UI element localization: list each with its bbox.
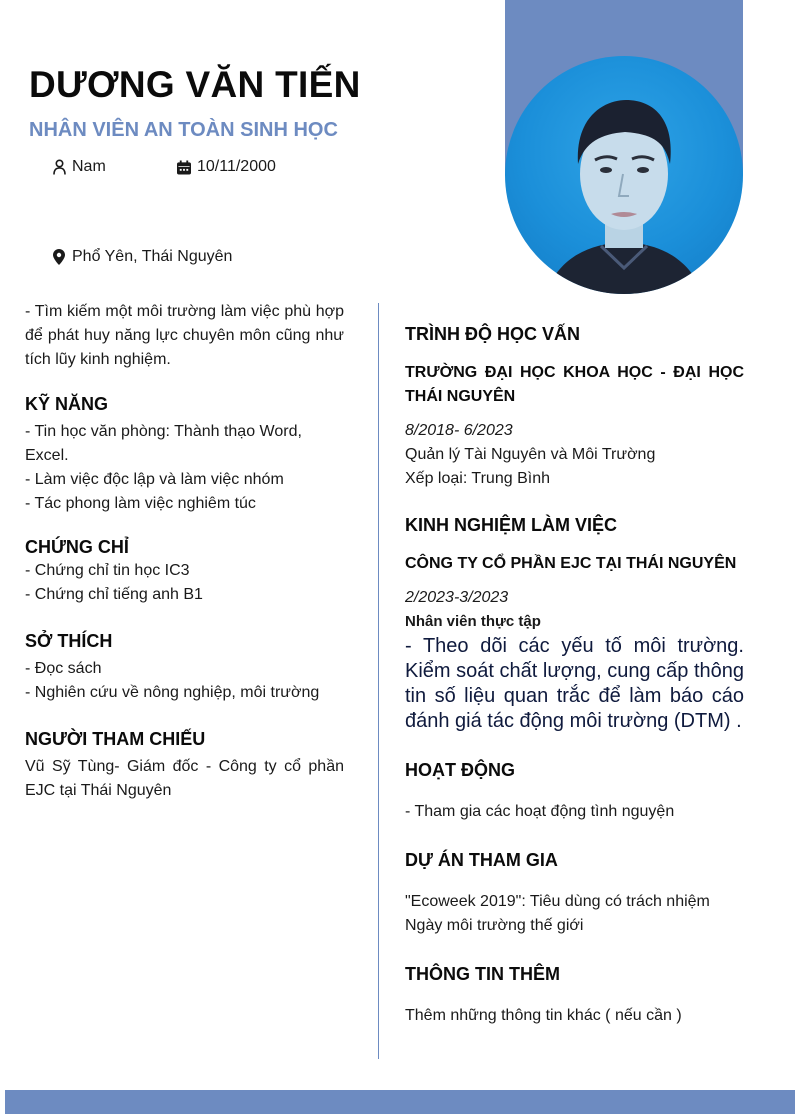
hobby-item: - Đọc sách (25, 660, 102, 677)
certificate-item: - Chứng chỉ tin học IC3 (25, 562, 190, 579)
extra-info-text: Thêm những thông tin khác ( nếu cần ) (405, 1007, 682, 1024)
skill-item: - Làm việc độc lập và làm việc nhóm (25, 471, 284, 488)
reference-text: Vũ Sỹ Tùng- Giám đốc - Công ty cổ phần EJC tại Thái Nguyên (25, 758, 344, 799)
school-name: TRƯỜNG ĐẠI HỌC KHOA HỌC - ĐẠI HỌC THÁI NGUYÊN (405, 364, 744, 405)
skills-section (25, 392, 344, 516)
experience-heading: KINH NGHIỆM LÀM VIỆC (405, 515, 618, 535)
extra-info-section (405, 962, 744, 1028)
footer-accent-bar (5, 1090, 795, 1114)
user-icon (52, 159, 66, 175)
job-title: NHÂN VIÊN AN TOÀN SINH HỌC (29, 119, 338, 141)
candidate-name: DƯƠNG VĂN TIẾN (29, 64, 361, 105)
certificates-heading: CHỨNG CHỈ (25, 537, 129, 557)
gender-info (52, 158, 106, 176)
portrait-illustration (505, 56, 743, 294)
right-column (405, 322, 744, 1028)
map-pin-icon (52, 249, 66, 265)
experience-section (405, 513, 744, 734)
left-column (25, 300, 344, 803)
education-section (405, 322, 744, 491)
hobby-item: - Nghiên cứu về nông nghiệp, môi trường (25, 684, 320, 701)
experience-position: Nhân viên thực tập (405, 613, 541, 630)
experience-description: - Theo dõi các yếu tố môi trường. Kiểm soát chất lượng, cung cấp thông tin số liệu quan trắc để làm báo cáo đánh giá tác động môi trường (DTM) . (405, 635, 744, 732)
dob-value: 10/11/2000 (197, 158, 276, 175)
address-info (52, 248, 232, 266)
skill-item: - Tin học văn phòng: Thành thạo Word, Excel. (25, 423, 302, 464)
project-item: Ngày môi trường thế giới (405, 917, 584, 934)
column-divider (378, 303, 379, 1059)
extra-info-heading: THÔNG TIN THÊM (405, 964, 560, 984)
references-section (25, 727, 344, 803)
projects-section (405, 848, 744, 938)
address-value: Phổ Yên, Thái Nguyên (72, 248, 233, 265)
career-objective: - Tìm kiếm một môi trường làm việc phù hợp để phát huy năng lực chuyên môn cũng như tích lũy kinh nghiệm. (25, 303, 344, 368)
dob-info (177, 158, 276, 176)
gender-value: Nam (72, 158, 106, 175)
skills-heading: KỸ NĂNG (25, 394, 109, 414)
certificates-section (25, 535, 344, 607)
skill-item: - Tác phong làm việc nghiêm túc (25, 495, 256, 512)
hobbies-section (25, 629, 344, 705)
education-heading: TRÌNH ĐỘ HỌC VẤN (405, 324, 580, 344)
projects-heading: DỰ ÁN THAM GIA (405, 850, 558, 870)
company-name: CÔNG TY CỔ PHẦN EJC TẠI THÁI NGUYÊN (405, 555, 737, 572)
certificate-item: - Chứng chỉ tiếng anh B1 (25, 586, 203, 603)
education-grade: Xếp loại: Trung Bình (405, 470, 550, 487)
calendar-icon (177, 159, 191, 175)
activities-heading: HOẠT ĐỘNG (405, 760, 515, 780)
activity-item: - Tham gia các hoạt động tình nguyện (405, 803, 675, 820)
education-period: 8/2018- 6/2023 (405, 422, 513, 439)
education-major: Quản lý Tài Nguyên và Môi Trường (405, 446, 656, 463)
experience-period: 2/2023-3/2023 (405, 589, 509, 606)
references-heading: NGƯỜI THAM CHIẾU (25, 729, 206, 749)
hobbies-heading: SỞ THÍCH (25, 631, 113, 651)
profile-photo (505, 56, 743, 294)
activities-section (405, 758, 744, 824)
project-item: "Ecoweek 2019": Tiêu dùng có trách nhiệm (405, 893, 710, 910)
